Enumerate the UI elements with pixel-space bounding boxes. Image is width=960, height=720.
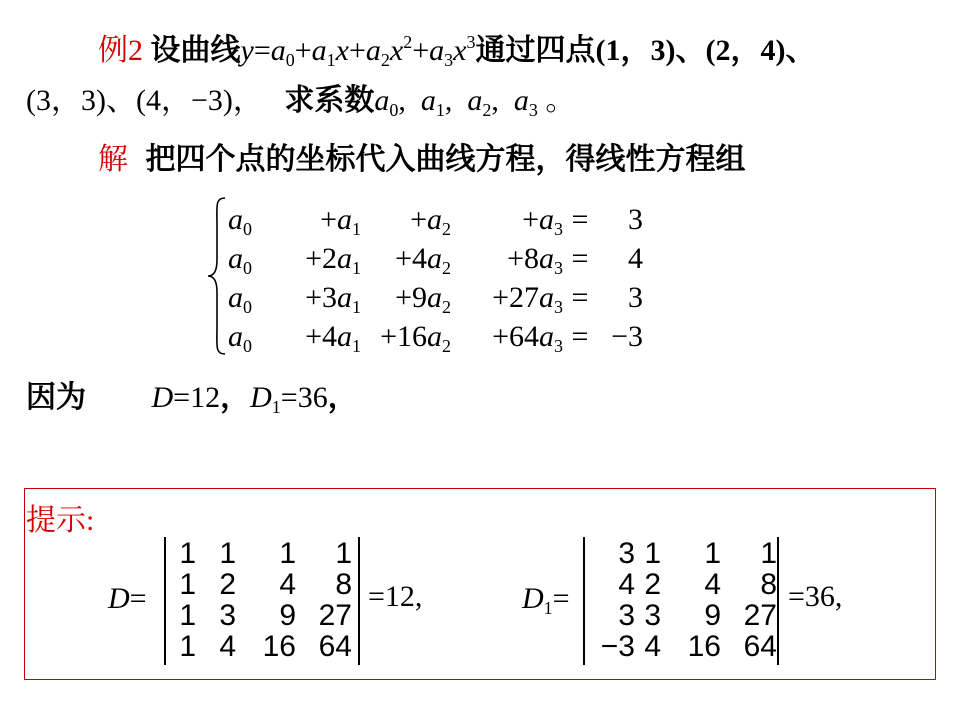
det-d-row <box>176 631 352 662</box>
system-row <box>228 200 643 239</box>
system-equals: = <box>571 320 589 353</box>
system-term: $a_0$ <box>228 281 252 317</box>
because-label: 因为 <box>26 381 86 414</box>
problem-line-1 <box>98 33 815 69</box>
example-label: 例2 <box>98 34 143 67</box>
because-line <box>26 380 358 416</box>
d-value: 12 <box>190 381 221 414</box>
det-d1-row <box>595 538 777 569</box>
system-term: $+8a_3$ <box>507 242 563 278</box>
det-d1-cell: 64 <box>743 630 777 663</box>
solution-line <box>98 142 746 178</box>
det-d-cell: 1 <box>179 599 196 632</box>
det-d1-cell: 4 <box>618 568 635 601</box>
solution-label: 解 <box>98 143 128 176</box>
det-d1-cell: 9 <box>704 599 721 632</box>
det-d-right-bar <box>358 537 360 665</box>
coefficient-list: $a_0$, $a_1$, $a_2$, $a_3$ <box>374 84 538 120</box>
det-d-cell: 4 <box>279 568 296 601</box>
system-rhs: 4 <box>628 242 643 275</box>
system-rhs: 3 <box>628 281 643 314</box>
problem-line-2 <box>26 83 575 119</box>
det-d-row <box>176 569 352 600</box>
det-d-result: =12, <box>368 580 423 613</box>
det-d1-label: $D_1=$ <box>522 582 570 618</box>
det-d-row <box>176 600 352 631</box>
det-d1-cell: 4 <box>704 568 721 601</box>
system-rhs: 3 <box>628 203 643 236</box>
system-term: $+a_1$ <box>320 203 361 239</box>
det-d-label: D= <box>108 582 147 615</box>
solution-text: 把四个点的坐标代入曲线方程，得线性方程组 <box>145 143 746 176</box>
system-term: $+27a_3$ <box>492 281 563 317</box>
system-term: $+2a_1$ <box>305 242 361 278</box>
det-d-cell: 4 <box>219 630 236 663</box>
system-term: $a_0$ <box>228 320 252 356</box>
det-d-left-bar <box>164 537 166 665</box>
system-term: $a_0$ <box>228 203 252 239</box>
det-d-cell: 16 <box>262 630 296 663</box>
d-value-expression: D=12，$D_1=36$， <box>151 381 358 417</box>
det-d1-cell: 4 <box>644 630 661 663</box>
det-d1-result: =36, <box>788 580 843 613</box>
problem-lead: 设曲线 <box>150 34 241 67</box>
det-d1-left-bar <box>583 537 585 665</box>
det-d-row <box>176 538 352 569</box>
hint-label: 提示: <box>26 504 95 537</box>
det-d1-cell: 16 <box>687 630 721 663</box>
det-d1-row <box>595 569 777 600</box>
det-d1-row <box>595 600 777 631</box>
det-d1-cell: 1 <box>644 537 661 570</box>
det-d-matrix <box>176 538 352 662</box>
det-d1-right-bar <box>777 537 779 665</box>
system-term: $+4a_1$ <box>305 320 361 356</box>
system-term: $+9a_2$ <box>395 281 451 317</box>
det-d-cell: 1 <box>279 537 296 570</box>
det-d-cell: 2 <box>219 568 236 601</box>
system-term: $a_0$ <box>228 242 252 278</box>
det-d1-cell: 3 <box>618 537 635 570</box>
det-d1-cell: 3 <box>644 599 661 632</box>
curve-equation: $y=a_0+a_1x+a_2x^2+a_3x^3$ <box>240 32 476 70</box>
system-term: $+3a_1$ <box>305 281 361 317</box>
system-row <box>228 317 643 356</box>
det-d-cell: 1 <box>335 537 352 570</box>
d1-value: 36 <box>297 381 328 414</box>
det-d1-cell: 27 <box>743 599 777 632</box>
det-d-cell: 64 <box>318 630 352 663</box>
det-d-cell: 1 <box>179 537 196 570</box>
system-equals: = <box>571 203 589 236</box>
det-d1-cell: 1 <box>704 537 721 570</box>
problem-points-2: (3，3)、(4，−3)， <box>26 84 263 117</box>
det-d-cell: 3 <box>219 599 236 632</box>
det-d1-cell: −3 <box>600 630 635 663</box>
problem-points: 通过四点(1，3)、(2，4)、 <box>475 34 816 67</box>
det-d1-cell: 2 <box>644 568 661 601</box>
det-d1-cell: 8 <box>760 568 777 601</box>
det-d-cell: 1 <box>179 630 196 663</box>
det-d-cell: 8 <box>335 568 352 601</box>
system-brace <box>205 196 229 356</box>
system-equals: = <box>571 281 589 314</box>
det-d1-matrix <box>595 538 777 662</box>
system-equals: = <box>571 242 589 275</box>
det-d1-cell: 1 <box>760 537 777 570</box>
system-term: $+a_3$ <box>522 203 563 239</box>
det-d-cell: 1 <box>219 537 236 570</box>
system-term: $+16a_2$ <box>380 320 451 356</box>
system-term: $+64a_3$ <box>492 320 563 356</box>
det-d-cell: 9 <box>279 599 296 632</box>
linear-system <box>228 200 643 356</box>
system-row <box>228 278 643 317</box>
det-d1-cell: 3 <box>618 599 635 632</box>
det-d-cell: 27 <box>318 599 352 632</box>
problem-end-mark: 。 <box>545 84 576 117</box>
det-d1-row <box>595 631 777 662</box>
problem-find: 求系数 <box>284 84 375 117</box>
det-d-cell: 1 <box>179 568 196 601</box>
system-term: $+4a_2$ <box>395 242 451 278</box>
system-row <box>228 239 643 278</box>
system-rhs: −3 <box>611 320 643 353</box>
system-term: $+a_2$ <box>410 203 451 239</box>
